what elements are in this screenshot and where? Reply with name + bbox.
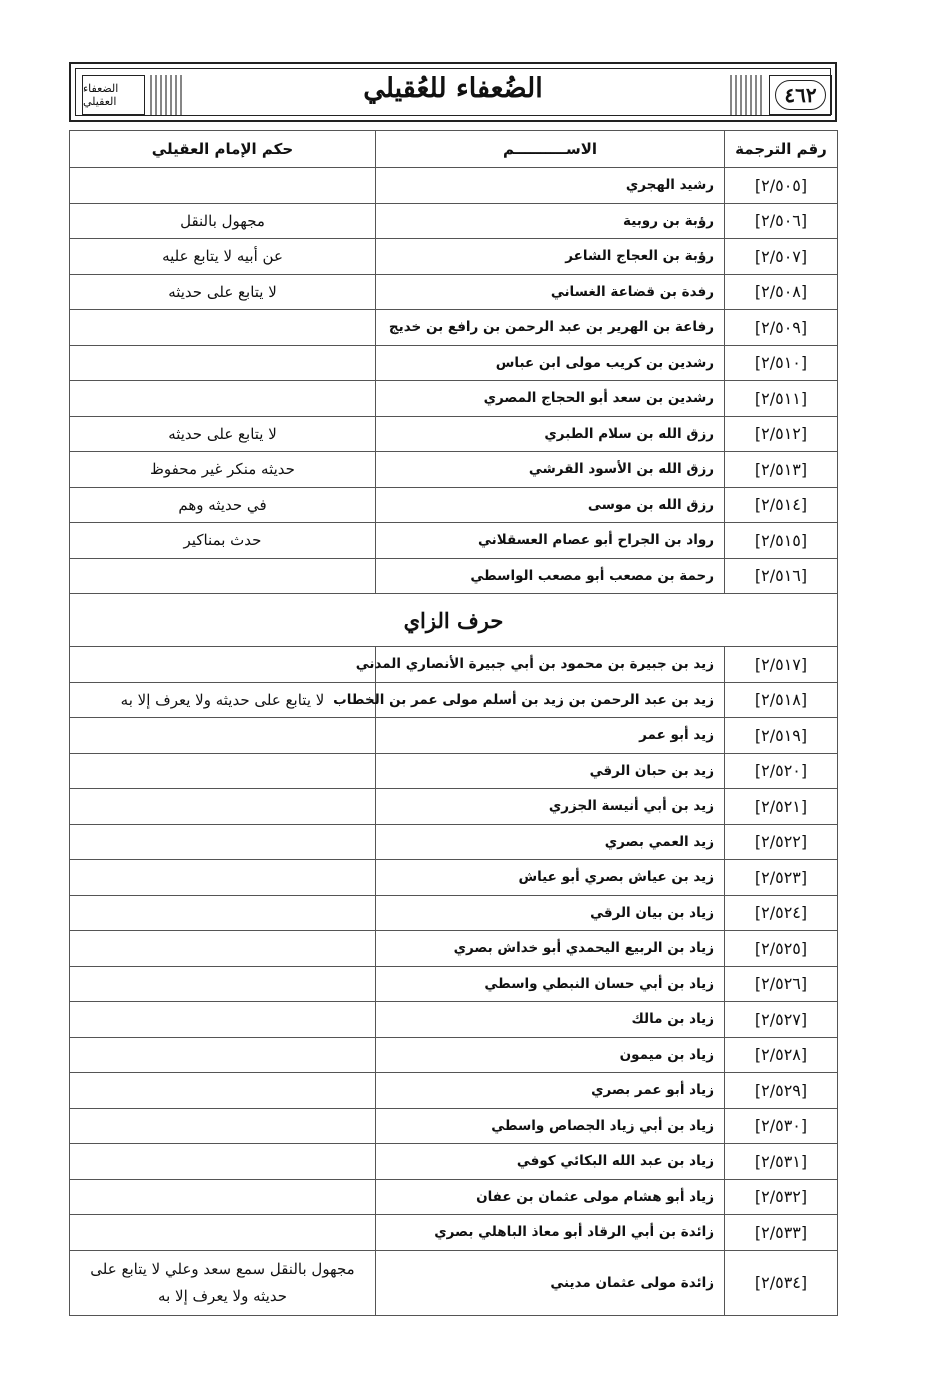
narrator-name: زياد بن بيان الرقي xyxy=(376,895,725,931)
verdict-text: مجهول بالنقل xyxy=(70,203,376,239)
entry-number: [٢/٥٢٥] xyxy=(725,931,838,967)
column-header-name: الاســــــــــم xyxy=(376,131,725,168)
book-title: الضُعفاء للعُقيلي xyxy=(363,73,543,104)
verdict-text xyxy=(70,895,376,931)
narrator-name: زياد بن الربيع اليحمدي أبو خداش بصري xyxy=(376,931,725,967)
narrator-name: زيد بن حبان الرقي xyxy=(376,753,725,789)
narrator-name: زيد العمي بصري xyxy=(376,824,725,860)
verdict-text xyxy=(70,1144,376,1180)
entry-number: [٢/٥٠٨] xyxy=(725,274,838,310)
verdict-text xyxy=(70,789,376,825)
entry-number: [٢/٥٠٧] xyxy=(725,239,838,275)
narrator-name: رشدين بن كريب مولى ابن عباس xyxy=(376,345,725,381)
verdict-text: لا يتابع على حديثه xyxy=(70,416,376,452)
table-row xyxy=(70,452,838,488)
entry-number: [٢/٥١٦] xyxy=(725,558,838,594)
narrator-name: زائدة بن أبي الرقاد أبو معاذ الباهلي بصري xyxy=(376,1215,725,1251)
narrator-name: زيد أبو عمر xyxy=(376,718,725,754)
verdict-text xyxy=(70,966,376,1002)
table-row xyxy=(70,1215,838,1251)
narrator-name: رؤبة بن العجاج الشاعر xyxy=(376,239,725,275)
verdict-text xyxy=(70,647,376,683)
entry-number: [٢/٥٢٢] xyxy=(725,824,838,860)
entry-number: [٢/٥١٩] xyxy=(725,718,838,754)
narrator-name: زيد بن عبد الرحمن بن زيد بن أسلم مولى عمر بن الخطاب xyxy=(376,682,725,718)
verdict-text xyxy=(70,1215,376,1251)
column-header-number: رقم الترجمة xyxy=(725,131,838,168)
narrator-name: زياد بن مالك xyxy=(376,1002,725,1038)
table-row xyxy=(70,1179,838,1215)
verdict-text xyxy=(70,310,376,346)
verdict-text xyxy=(70,931,376,967)
table-row xyxy=(70,203,838,239)
narrator-name: رفدة بن قضاعة الغساني xyxy=(376,274,725,310)
verdict-text: لا يتابع على حديثه ولا يعرف إلا به xyxy=(70,682,376,718)
table-header-row xyxy=(70,131,838,168)
table-row xyxy=(70,345,838,381)
narrator-name: رشدين بن سعد أبو الحجاج المصري xyxy=(376,381,725,417)
table-body-ra xyxy=(70,168,838,594)
entry-number: [٢/٥٠٦] xyxy=(725,203,838,239)
entry-number: [٢/٥٢٨] xyxy=(725,1037,838,1073)
table-row xyxy=(70,1037,838,1073)
verdict-text xyxy=(70,1037,376,1073)
verdict-text xyxy=(70,824,376,860)
entry-number: [٢/٥٠٩] xyxy=(725,310,838,346)
entry-number: [٢/٥٣٣] xyxy=(725,1215,838,1251)
narrator-name: زياد بن عبد الله البكائي كوفي xyxy=(376,1144,725,1180)
entry-number: [٢/٥١٤] xyxy=(725,487,838,523)
entry-number: [٢/٥٢٣] xyxy=(725,860,838,896)
table-body-zay xyxy=(70,647,838,1251)
book-logo xyxy=(82,75,145,115)
narrator-name: زياد بن ميمون xyxy=(376,1037,725,1073)
table-row xyxy=(70,558,838,594)
narrator-name: رحمة بن مصعب أبو مصعب الواسطي xyxy=(376,558,725,594)
entry-number: [٢/٥٢٠] xyxy=(725,753,838,789)
entry-number: [٢/٥١٨] xyxy=(725,682,838,718)
entry-number: [٢/٥٢٧] xyxy=(725,1002,838,1038)
table-row xyxy=(70,416,838,452)
entry-number: [٢/٥١٧] xyxy=(725,647,838,683)
narrator-name: زيد بن جبيرة بن محمود بن أبي جبيرة الأنصاري المدني xyxy=(376,647,725,683)
ornament-right xyxy=(730,75,764,115)
table-row xyxy=(70,239,838,275)
table-row xyxy=(70,682,838,718)
book-logo-text: الضعفاء العقيلي xyxy=(83,82,119,108)
table-row xyxy=(70,381,838,417)
entry-number: [٢/٥٠٥] xyxy=(725,168,838,204)
table-row xyxy=(70,168,838,204)
narrator-name: زائدة مولى عثمان مديني xyxy=(376,1250,725,1315)
table-row xyxy=(70,789,838,825)
section-heading: حرف الزاي xyxy=(70,594,838,647)
verdict-text xyxy=(70,558,376,594)
entry-number: [٢/٥٣٢] xyxy=(725,1179,838,1215)
table-row xyxy=(70,966,838,1002)
table-row xyxy=(70,753,838,789)
entry-number: [٢/٥١٣] xyxy=(725,452,838,488)
table-row xyxy=(70,1108,838,1144)
narrator-name: رزق الله بن الأسود القرشي xyxy=(376,452,725,488)
entry-number: [٢/٥٢٤] xyxy=(725,895,838,931)
verdict-text xyxy=(70,345,376,381)
table-row xyxy=(70,523,838,559)
page-number: ٤٦٢ xyxy=(775,80,825,110)
header-frame xyxy=(75,68,831,116)
section-heading-row xyxy=(70,594,838,647)
entry-number: [٢/٥٣٤] xyxy=(725,1250,838,1315)
narrator-name: زياد أبو عمر بصري xyxy=(376,1073,725,1109)
verdict-text: عن أبيه لا يتابع عليه xyxy=(70,239,376,275)
verdict-text xyxy=(70,1179,376,1215)
verdict-text: حدث بمناكير xyxy=(70,523,376,559)
column-header-verdict: حكم الإمام العقيلي xyxy=(70,131,376,168)
verdict-text xyxy=(70,753,376,789)
verdict-text: حديثه منكر غير محفوظ xyxy=(70,452,376,488)
table-row xyxy=(70,718,838,754)
table-row xyxy=(70,1144,838,1180)
narrator-name: زياد أبو هشام مولى عثمان بن عفان xyxy=(376,1179,725,1215)
verdict-text xyxy=(70,1108,376,1144)
entry-number: [٢/٥١٥] xyxy=(725,523,838,559)
entry-number: [٢/٥٢١] xyxy=(725,789,838,825)
table-row xyxy=(70,860,838,896)
table-row xyxy=(70,1250,838,1315)
table-row xyxy=(70,487,838,523)
table-row xyxy=(70,931,838,967)
narrator-name: رؤبة بن روبية xyxy=(376,203,725,239)
entry-number: [٢/٥١٢] xyxy=(725,416,838,452)
verdict-text xyxy=(70,168,376,204)
table-row xyxy=(70,310,838,346)
narrator-name: زياد بن أبي زياد الجصاص واسطي xyxy=(376,1108,725,1144)
entry-number: [٢/٥٣٠] xyxy=(725,1108,838,1144)
narrator-name: رزق الله بن موسى xyxy=(376,487,725,523)
table-row xyxy=(70,824,838,860)
narrator-name: رواد بن الجراح أبو عصام العسقلاني xyxy=(376,523,725,559)
table-row xyxy=(70,895,838,931)
ornament-left xyxy=(150,75,184,115)
narrator-name: رفاعة بن الهرير بن عبد الرحمن بن رافع بن خديج xyxy=(376,310,725,346)
verdict-text: لا يتابع على حديثه xyxy=(70,274,376,310)
narrators-table xyxy=(69,130,838,1316)
verdict-text xyxy=(70,860,376,896)
page-header xyxy=(69,62,837,122)
table-row xyxy=(70,274,838,310)
entry-number: [٢/٥١١] xyxy=(725,381,838,417)
verdict-text xyxy=(70,381,376,417)
narrator-name: رزق الله بن سلام الطبري xyxy=(376,416,725,452)
page-number-box xyxy=(769,75,832,115)
entry-number: [٢/٥١٠] xyxy=(725,345,838,381)
table-row xyxy=(70,1002,838,1038)
entry-number: [٢/٥٢٩] xyxy=(725,1073,838,1109)
narrator-name: زيد بن أبي أنيسة الجزري xyxy=(376,789,725,825)
narrator-name: زيد بن عياش بصري أبو عياش xyxy=(376,860,725,896)
entry-number: [٢/٥٢٦] xyxy=(725,966,838,1002)
verdict-text xyxy=(70,718,376,754)
verdict-text xyxy=(70,1002,376,1038)
verdict-text: مجهول بالنقل سمع سعد وعلي لا يتابع على حديثه ولا يعرف إلا به xyxy=(70,1250,376,1315)
table-row xyxy=(70,647,838,683)
verdict-text: في حديثه وهم xyxy=(70,487,376,523)
entry-number: [٢/٥٣١] xyxy=(725,1144,838,1180)
verdict-text xyxy=(70,1073,376,1109)
narrator-name: زياد بن أبي حسان النبطي واسطي xyxy=(376,966,725,1002)
table-row xyxy=(70,1073,838,1109)
narrator-name: رشيد الهجري xyxy=(376,168,725,204)
